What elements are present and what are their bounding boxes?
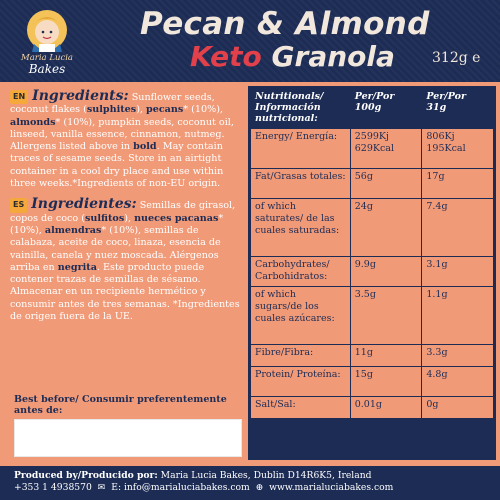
table-row xyxy=(251,169,494,199)
nutrient-value-100g: 2599Kj 629Kcal xyxy=(350,129,422,169)
nutrient-label: Salt/Sal: xyxy=(251,397,351,419)
nutrient-label: of which saturates/ de las cuales saturadas: xyxy=(251,199,351,257)
phone-number: +353 1 4938570 xyxy=(14,482,92,493)
negrita-word: negrita xyxy=(57,261,97,273)
producer-value: Maria Lucia Bakes, Dublin D14R6K5, Ireland xyxy=(157,470,372,481)
allergen-almendras: almendras xyxy=(44,224,102,236)
bold-word: bold xyxy=(133,141,157,153)
ingredients-es xyxy=(10,198,246,323)
ingredients-es-text: * (10%), xyxy=(10,212,224,236)
ingredients-en-text: . May contain traces of sesame seeds. Store in an airtight container in a cool dry place and use within three weeks.*Ingredients of non-EU origin. xyxy=(10,141,224,190)
product-title-line2 xyxy=(190,40,395,73)
allergen-almonds: almonds xyxy=(10,116,56,128)
best-before-label: Best before/ Consumir preferentemente antes de: xyxy=(14,394,227,416)
nutrition-header-label: Nutritionals/ Información nutricional: xyxy=(251,89,351,129)
ingredients-en-text: * (10%), xyxy=(183,104,223,116)
nutrient-value-100g: 15g xyxy=(350,367,422,397)
contact-line xyxy=(14,482,486,494)
email-address: E: info@marialuciabakes.com xyxy=(111,482,250,493)
ingredients-es-heading: Ingredientes: xyxy=(31,196,137,213)
ingredients-column xyxy=(10,90,246,331)
nutrition-table-frame xyxy=(248,86,496,460)
allergen-pecans: pecans xyxy=(146,104,184,116)
language-badge-en: EN xyxy=(10,90,28,104)
ingredients-en xyxy=(10,90,246,190)
table-row xyxy=(251,397,494,419)
nutrient-value-31g: 3.3g xyxy=(422,345,494,367)
allergen-sulphites: sulphites xyxy=(86,104,137,116)
title-keto: Keto xyxy=(190,40,262,73)
net-weight: 312g e xyxy=(432,50,481,66)
producer-line xyxy=(14,470,486,482)
language-badge-es: ES xyxy=(10,198,27,212)
nutrient-value-31g: 1.1g xyxy=(422,287,494,345)
nutrient-value-31g: 17g xyxy=(422,169,494,199)
title-granola: Granola xyxy=(271,40,395,73)
ingredients-en-heading: Ingredients: xyxy=(32,88,129,104)
nutrient-value-100g: 9.9g xyxy=(350,257,422,287)
table-row xyxy=(251,367,494,397)
table-row xyxy=(251,287,494,345)
nutrient-label: Fat/Grasas totales: xyxy=(251,169,351,199)
phone-icon: ✉ xyxy=(94,482,109,493)
product-title-line1: Pecan & Almond xyxy=(140,6,430,42)
nutrient-value-31g: 3.1g xyxy=(422,257,494,287)
ingredients-es-text: . Este producto puede contener trazas de semillas de sésamo. Almacenar en un recipiente hermético y consumir antes de tres semanas. *Ingredientes de origen fuera de la UE. xyxy=(10,261,240,323)
table-row xyxy=(251,199,494,257)
nutrient-value-100g: 11g xyxy=(350,345,422,367)
table-row xyxy=(251,257,494,287)
table-row xyxy=(251,129,494,169)
ingredients-es-text: ), xyxy=(124,212,135,224)
nutrient-label: Energy/ Energía: xyxy=(251,129,351,169)
header-banner xyxy=(0,0,500,82)
nutrition-header-31g: Per/Por 31g xyxy=(422,89,494,129)
best-before-box xyxy=(14,419,242,457)
allergen-nueces-pacanas: nueces pacanas xyxy=(134,212,219,224)
website: www.marialuciabakes.com xyxy=(269,482,394,493)
footer xyxy=(0,466,500,500)
ingredients-en-text: ), xyxy=(136,104,147,116)
ingredients-es-text: Semillas de girasol, copos de coco ( xyxy=(10,200,236,224)
producer-label: Produced by/Producido por: xyxy=(14,470,158,481)
nutrient-label: of which sugars/de los cuales azúcares: xyxy=(251,287,351,345)
nutrient-value-100g: 3.5g xyxy=(350,287,422,345)
ingredients-es-text: * (10%), semillas de calabaza, aceite de coco, linaza, esencia de vainilla, canela y nuez moscada. Alérgenos arriba en xyxy=(10,224,221,273)
nutrition-header-100g: Per/Por 100g xyxy=(350,89,422,129)
nutrient-label: Carbohydrates/ Carbohidratos: xyxy=(251,257,351,287)
ingredients-en-text: Sunflower seeds, coconut flakes ( xyxy=(10,92,215,116)
nutrient-value-31g: 7.4g xyxy=(422,199,494,257)
nutrient-label: Fibre/Fibra: xyxy=(251,345,351,367)
nutrient-value-100g: 24g xyxy=(350,199,422,257)
nutrient-value-100g: 56g xyxy=(350,169,422,199)
logo-line2: Bakes xyxy=(28,62,66,76)
ingredients-en-text: * (10%), pumpkin seeds, coconut oil, linseed, vanilla essence, cinnamon, nutmeg. Allergens listed above in xyxy=(10,116,234,153)
nutrient-value-31g: 0g xyxy=(422,397,494,419)
globe-icon: ⊕ xyxy=(252,482,267,493)
nutrition-table xyxy=(250,88,494,419)
nutrient-value-31g: 4.8g xyxy=(422,367,494,397)
nutrient-value-31g: 806Kj 195Kcal xyxy=(422,129,494,169)
nutrient-value-100g: 0.01g xyxy=(350,397,422,419)
nutrient-label: Protein/ Proteína: xyxy=(251,367,351,397)
allergen-sulfitos: sulfitos xyxy=(85,212,125,224)
logo-line1: Maria Lucia xyxy=(21,53,73,63)
table-row xyxy=(251,345,494,367)
